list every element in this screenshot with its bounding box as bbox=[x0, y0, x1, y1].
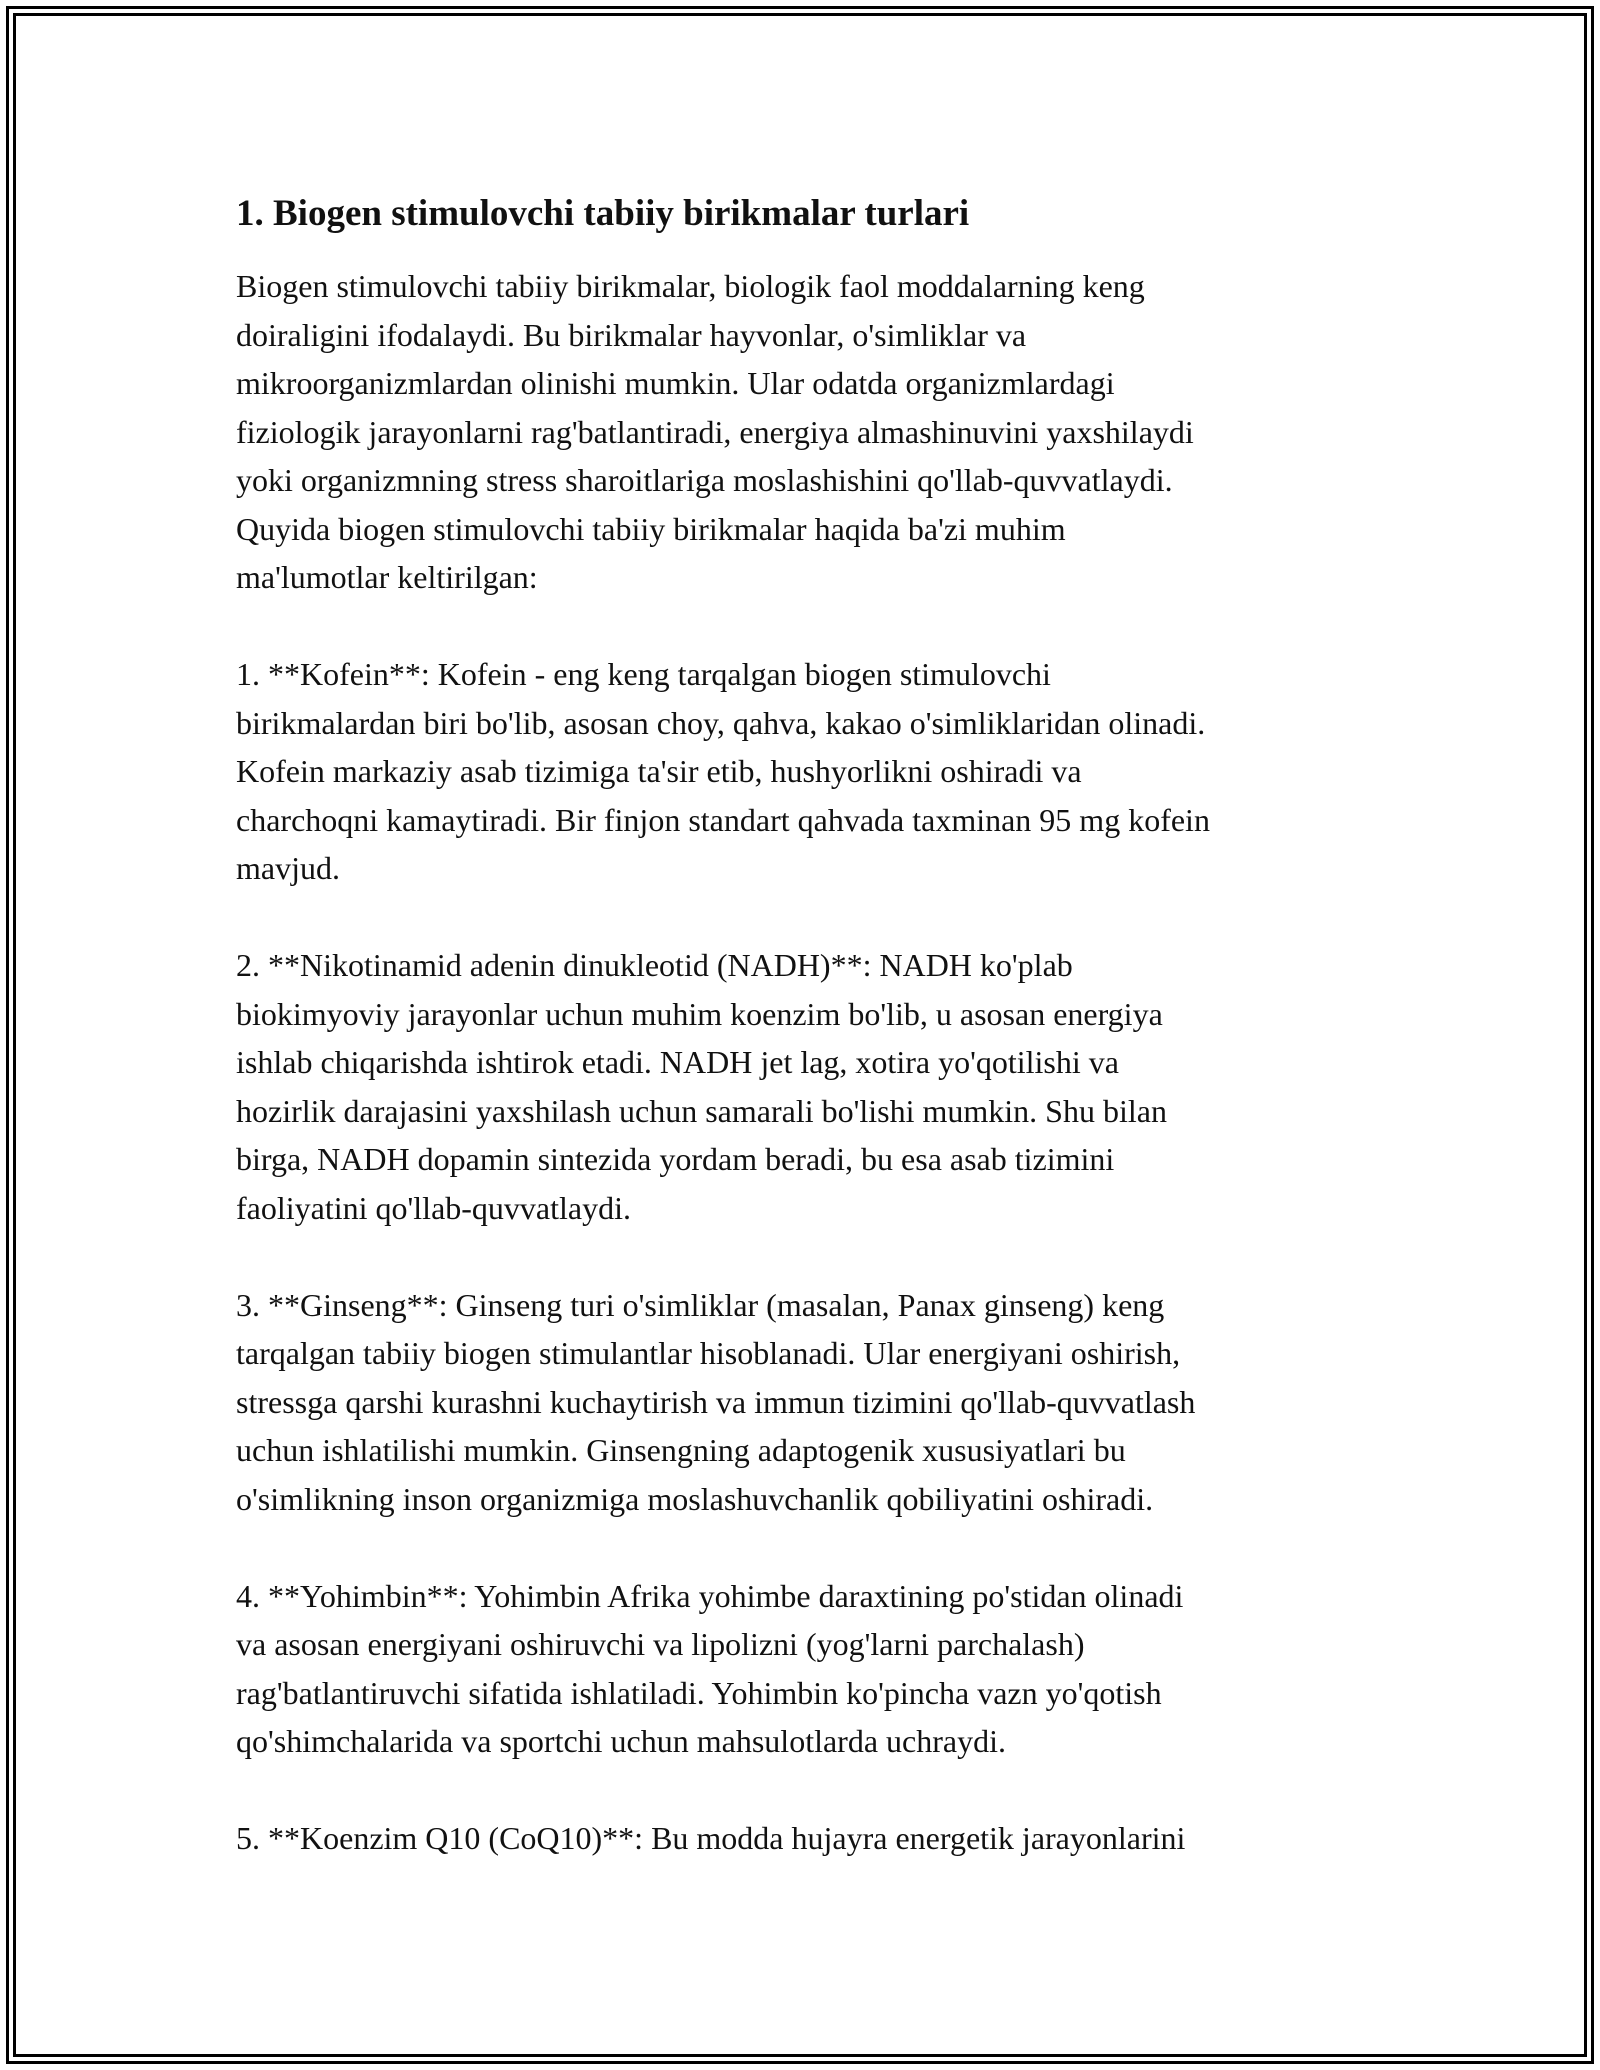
list-item-yohimbin: 4. **Yohimbin**: Yohimbin Afrika yohimbe daraxtining po'stidan olinadi va asosan energiyani oshiruvchi va lipolizni (yog'larni parchalash) rag'batlantiruvchi sifatida ishlatiladi. Yohimbin ko'pincha vazn yo'qotish qo'shimchalarida va sportchi uchun mahsulotlarda uchraydi. bbox=[236, 1577, 1184, 1759]
document-title: 1. Biogen stimulovchi tabiiy birikmalar turlari bbox=[236, 193, 970, 234]
list-item-ginseng: 3. **Ginseng**: Ginseng turi o'simliklar (masalan, Panax ginseng) keng tarqalgan tabiiy biogen stimulantlar hisoblanadi. Ular energiyani oshirish, stressga qarshi kurashni kuchaytirish va immun tizimini qo'llab-quvvatlash uchun ishlatilishi mumkin. Ginsengning adaptogenik xususiyatlari bu o'simlikning inson organizmiga moslashuvchanlik qobiliyatini oshiradi. bbox=[236, 1286, 1196, 1517]
list-item-kofein: 1. **Kofein**: Kofein - eng keng tarqalgan biogen stimulovchi birikmalardan biri bo'lib, asosan choy, qahva, kakao o'simliklaridan olinadi. Kofein markaziy asab tizimiga ta'sir etib, hushyorlikni oshiradi va charchoqni kamaytiradi. Bir finjon standart qahvada taxminan 95 mg kofein mavjud. bbox=[236, 656, 1210, 886]
list-item-nadh: 2. **Nikotinamid adenin dinukleotid (NADH)**: NADH ko'plab biokimyoviy jarayonlar uchun muhim koenzim bo'lib, u asosan energiya ishlab chiqarishda ishtirok etadi. NADH jet lag, xotira yo'qotilishi va hozirlik darajasini yaxshilash uchun samarali bo'lishi mumkin. Shu bilan birga, NADH dopamin sintezida yordam beradi, bu esa asab tizimini faoliyatini qo'llab-quvvatlaydi. bbox=[236, 947, 1167, 1226]
list-item-coq10: 5. **Koenzim Q10 (CoQ10)**: Bu modda hujayra energetik jarayonlarini bbox=[236, 1820, 1186, 1856]
intro-paragraph: Biogen stimulovchi tabiiy birikmalar, biologik faol moddalarning keng doiraligini ifodalaydi. Bu birikmalar hayvonlar, o'simliklar va mikroorganizmlardan olinishi mumkin. Ular odatda organizmlardagi fiziologik jarayonlarni rag'batlantiradi, energiya almashinuvini yaxshilaydi yoki organizmning stress sharoitlariga moslashishini qo'llab-quvvatlaydi. Quyida biogen stimulovchi tabiiy birikmalar haqida ba'zi muhim ma'lumotlar keltirilgan: bbox=[236, 268, 1194, 595]
document-body bbox=[236, 190, 1376, 1911]
